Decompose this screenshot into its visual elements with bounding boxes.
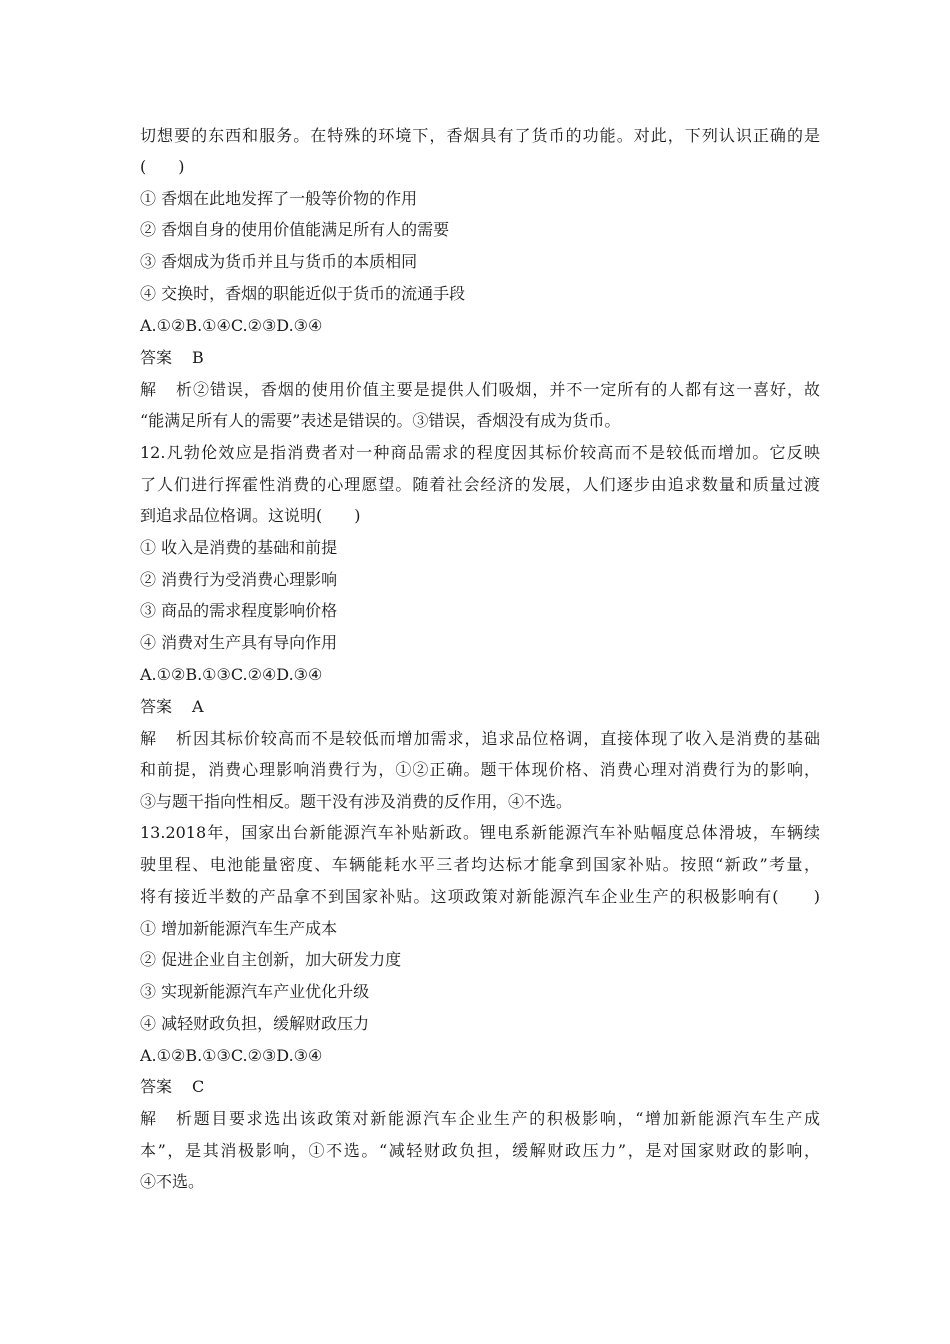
q13-stem-line-3: 将有接近半数的产品拿不到国家补贴。这项政策对新能源汽车企业生产的积极影响有( ) — [140, 887, 820, 906]
q11-choices: A.①②B.①④C.②③D.③④ — [140, 316, 323, 335]
q11-analysis-line-1 — [140, 379, 820, 401]
q12-option-1: ① 收入是消费的基础和前提 — [140, 538, 338, 557]
q12-option-4: ④ 消费对生产具有导向作用 — [140, 633, 338, 652]
answer-value: C — [192, 1077, 205, 1096]
q11-option-4: ④ 交换时，香烟的职能近似于货币的流通手段 — [140, 284, 466, 303]
q13-option-1: ① 增加新能源汽车生产成本 — [140, 919, 338, 938]
q11-analysis-line-2: “能满足所有人的需要”表述是错误的。③错误，香烟没有成为货币。 — [140, 411, 621, 430]
q12-analysis-line-3: ③与题干指向性相反。题干没有涉及消费的反作用，④不选。 — [140, 792, 573, 811]
analysis-text: ②错误，香烟的使用价值主要是提供人们吸烟，并不一定所有的人都有这一喜好，故 — [192, 380, 820, 399]
q11-answer — [140, 347, 820, 369]
q12-stem-line-3: 到追求品位格调。这说明( ) — [140, 506, 361, 525]
analysis-label: 解析 — [140, 380, 192, 399]
q12-answer — [140, 696, 820, 718]
q13-stem-line-1: 13.2018年，国家出台新能源汽车补贴新政。锂电系新能源汽车补贴幅度总体滑坡，车辆续 — [140, 823, 820, 842]
answer-label: 答案 — [140, 1077, 173, 1096]
q13-analysis-line-1 — [140, 1108, 820, 1130]
q13-choices: A.①②B.①③C.②③D.③④ — [140, 1046, 323, 1065]
q11-stem-line-2: ( ) — [140, 157, 185, 176]
q12-stem-line-2: 了人们进行挥霍性消费的心理愿望。随着社会经济的发展，人们逐步由追求数量和质量过渡 — [140, 475, 820, 494]
answer-value: B — [192, 348, 204, 367]
answer-value: A — [192, 697, 204, 716]
q11-option-2: ② 香烟自身的使用价值能满足所有人的需要 — [140, 220, 450, 239]
analysis-label: 解析 — [140, 729, 192, 748]
q13-analysis-line-2: 本”，是其消极影响，①不选。“减轻财政负担，缓解财政压力”，是对国家财政的影响， — [140, 1141, 820, 1160]
q11-option-1: ① 香烟在此地发挥了一般等价物的作用 — [140, 189, 418, 208]
q13-option-4: ④ 减轻财政负担，缓解财政压力 — [140, 1014, 370, 1033]
analysis-text: 因其标价较高而不是较低而增加需求，追求品位格调，直接体现了收入是消费的基础 — [192, 729, 820, 748]
q13-analysis-line-3: ④不选。 — [140, 1172, 205, 1191]
q11-option-3: ③ 香烟成为货币并且与货币的本质相同 — [140, 252, 418, 271]
q12-analysis-line-1 — [140, 728, 820, 750]
q12-stem-line-1: 12.凡勃伦效应是指消费者对一种商品需求的程度因其标价较高而不是较低而增加。它反映 — [140, 443, 820, 462]
analysis-text: 题目要求选出该政策对新能源汽车企业生产的积极影响，“增加新能源汽车生产成 — [192, 1109, 820, 1128]
q12-option-2: ② 消费行为受消费心理影响 — [140, 570, 338, 589]
answer-label: 答案 — [140, 697, 173, 716]
q13-option-2: ② 促进企业自主创新，加大研发力度 — [140, 950, 402, 969]
q11-stem-line-1: 切想要的东西和服务。在特殊的环境下，香烟具有了货币的功能。对此，下列认识正确的是 — [140, 126, 820, 145]
q12-analysis-line-2: 和前提，消费心理影响消费行为，①②正确。题干体现价格、消费心理对消费行为的影响， — [140, 760, 820, 779]
analysis-label: 解析 — [140, 1109, 192, 1128]
q13-stem-line-2: 驶里程、电池能量密度、车辆能耗水平三者均达标才能拿到国家补贴。按照“新政”考量， — [140, 855, 820, 874]
answer-label: 答案 — [140, 348, 173, 367]
q13-answer — [140, 1076, 820, 1098]
q13-option-3: ③ 实现新能源汽车产业优化升级 — [140, 982, 370, 1001]
q12-option-3: ③ 商品的需求程度影响价格 — [140, 601, 338, 620]
q12-choices: A.①②B.①③C.②④D.③④ — [140, 665, 323, 684]
